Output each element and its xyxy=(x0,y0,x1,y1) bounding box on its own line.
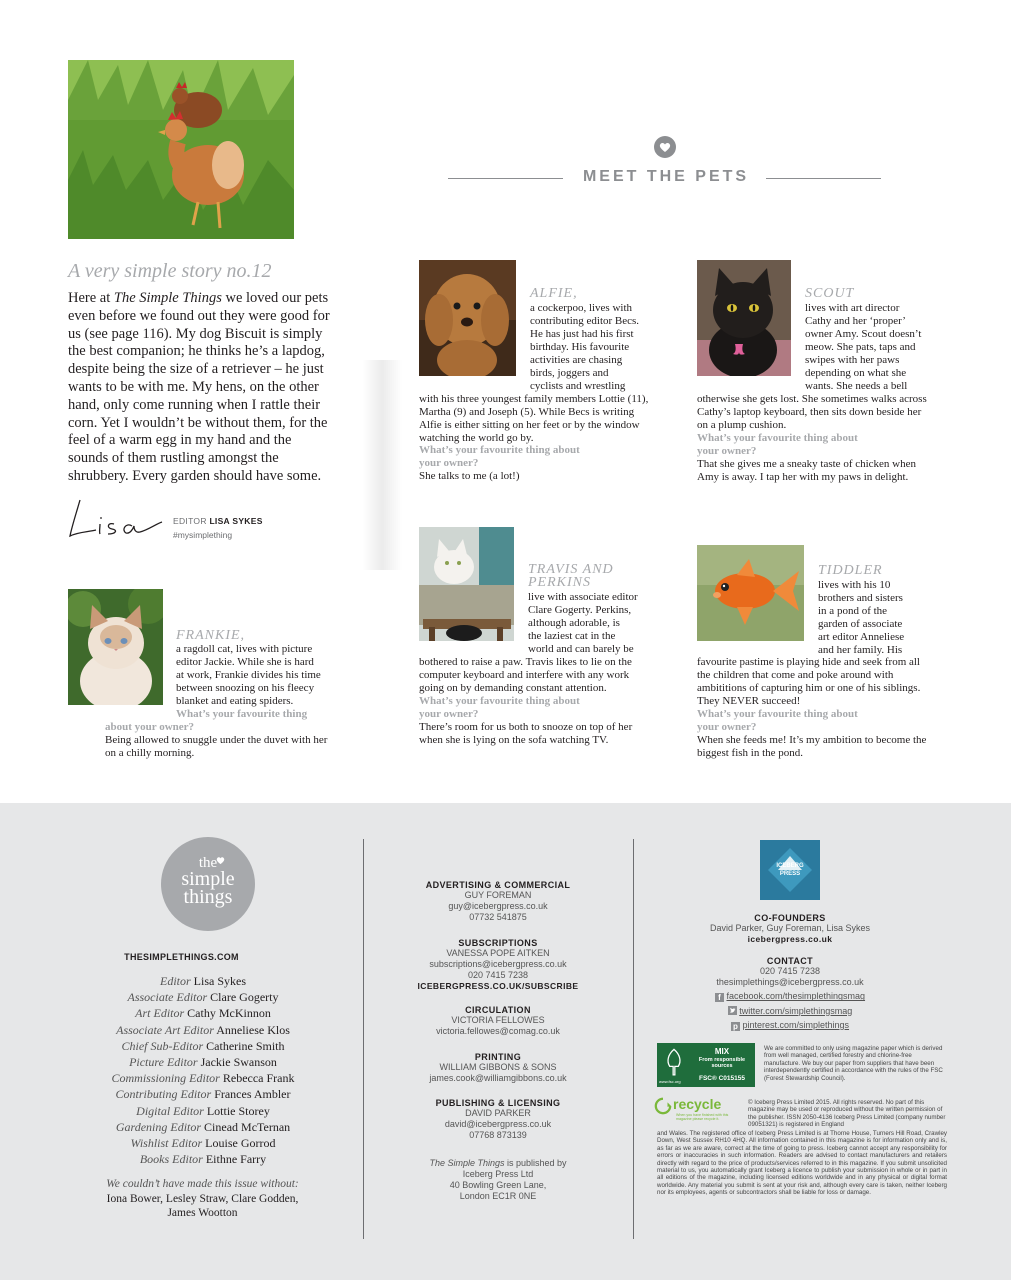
section-line: guy@icebergpress.co.uk xyxy=(448,901,548,912)
section-heading: PUBLISHING & LICENSING xyxy=(435,1098,561,1109)
thanks-names: Iona Bower, Lesley Straw, Clare Godden, xyxy=(106,1192,299,1205)
section-publishing xyxy=(363,1098,633,1142)
editor-signature xyxy=(66,496,166,542)
credit-name: Frances Ambler xyxy=(214,1087,291,1102)
frankie-answer: Being allowed to snuggle under the duvet with her on a chilly morning. xyxy=(105,734,328,759)
travis-line: the laziest cat in the xyxy=(528,630,616,642)
credit-role: Art Editor xyxy=(135,1006,185,1021)
recycle-icon xyxy=(654,1097,672,1115)
credit-name: Jackie Swanson xyxy=(200,1055,277,1070)
section-line: 020 7415 7238 xyxy=(467,970,529,981)
frankie-question: What’s your favourite thing xyxy=(176,708,308,720)
travis-line: live with associate editor xyxy=(528,591,638,603)
frankie-line: a ragdoll cat, lives with picture xyxy=(176,643,313,655)
frankie-line: blanket and eating spiders. xyxy=(176,695,294,707)
fsc-site: www.fsc.org xyxy=(659,1079,681,1084)
frankie-line: at work, Frankie divides his time xyxy=(176,669,321,681)
publisher-line: London EC1R 0NE xyxy=(459,1191,537,1202)
credit-role: Contributing Editor xyxy=(115,1087,212,1102)
scout-line: wants. She needs a bell xyxy=(805,380,908,392)
scout-line: swipes with her paws xyxy=(805,354,900,366)
section-subscriptions xyxy=(363,938,633,992)
tiddler-line: art editor Anneliese xyxy=(818,631,905,643)
editor-name: LISA SYKES xyxy=(209,516,263,526)
fsc-mix: MIX xyxy=(714,1047,730,1056)
cofounders-heading: CO-FOUNDERS xyxy=(754,913,826,923)
travis-question xyxy=(419,695,580,721)
publisher-magazine: The Simple Things xyxy=(429,1157,505,1168)
credit-line xyxy=(58,973,348,989)
credit-name: Louise Gorrod xyxy=(205,1136,276,1151)
travis-name xyxy=(528,563,614,589)
fsc-code: FSC® C015155 xyxy=(699,1075,745,1082)
frankie-photo xyxy=(68,589,163,705)
credit-name: Lottie Storey xyxy=(206,1103,270,1118)
facebook-icon: f xyxy=(715,993,724,1002)
legal-notice: and Wales. The registered office of Iceberg Press Limited is at Thorne House, Turners Hill Road, Crawley Down, West Sussex RH10 4HQ. All information contained in this magazine is for information only and is, as far as we are aware, correct at the time of going to press. Iceberg cannot accept any responsibility for errors or inaccuracies in such information. Readers are advised to contact manufacturers and retailers directly with regard to the price of products/services referred to in this magazine. If you submit unsolicited material to us, you automatically grant Iceberg a licence to publish your submission in whole or in part in all editions of the magazine, including licensed editions worldwide and in any physical or digital format worldwide. Any material you submit is sent at your risk and, although every care is taken, neither Iceberg nor its employees, agents or subcontractors shall be liable for loss or damage. xyxy=(657,1130,947,1197)
credit-line xyxy=(58,1022,348,1038)
credit-name: Catherine Smith xyxy=(206,1038,285,1053)
section-line: VANESSA POPE AITKEN xyxy=(446,947,550,958)
fsc-subtitle: sources xyxy=(711,1063,733,1069)
alfie-question-line1: What’s your favourite thing about xyxy=(419,444,580,456)
credit-line xyxy=(58,1070,348,1086)
pinterest-icon: p xyxy=(731,1022,740,1031)
frankie-line: editor Jackie. While she is hard xyxy=(176,656,314,668)
twitter-row[interactable] xyxy=(660,1006,920,1017)
section-line: VICTORIA FELLOWES xyxy=(451,1015,545,1026)
iceberg-logo-line1: ICEBERG xyxy=(776,863,804,869)
fsc-tree-icon xyxy=(661,1046,687,1080)
credit-role: Wishlist Editor xyxy=(130,1136,203,1151)
page-fold-shadow xyxy=(362,360,402,570)
scout-question-line1: What’s your favourite thing about xyxy=(697,432,858,444)
story-magazine-name: The Simple Things xyxy=(113,290,222,306)
credit-line xyxy=(58,1054,348,1070)
travis-intro xyxy=(528,591,658,656)
logo-heart-icon xyxy=(216,856,225,865)
frankie-intro xyxy=(176,643,341,708)
editor-credit xyxy=(173,516,263,526)
section-circulation xyxy=(363,1005,633,1037)
twitter-link[interactable]: twitter.com/simplethingsmag xyxy=(739,1005,853,1016)
frankie-question-cont: about your owner? xyxy=(105,721,195,733)
facebook-link[interactable]: facebook.com/thesimplethingsmag xyxy=(726,991,866,1002)
alfie-line: contributing editor Becs. xyxy=(530,315,640,327)
section-line: 07768 873139 xyxy=(469,1130,527,1141)
tiddler-question-line1: What’s your favourite thing about xyxy=(697,708,858,720)
thanks xyxy=(30,1177,375,1221)
tiddler-question xyxy=(697,708,858,734)
travis-answer: There’s room for us both to snooze on top of her when she is lying on the sofa watching TV. xyxy=(419,721,633,746)
tiddler-body: favourite pastime is playing hide and seek from all the children that come and poke around with ambititions of capturing him or one of his siblings. They NEVER succeed! xyxy=(697,656,921,707)
publisher-text: is published by xyxy=(504,1157,567,1168)
the-simple-things-logo xyxy=(161,837,255,931)
credit-line xyxy=(58,1151,348,1167)
alfie-body: with his three youngest family members Lottie (11), Martha (9) and Joseph (5). While Becs is writing Alfie is either sitting on her feet or by the window watching the world go by. xyxy=(419,393,649,444)
iceberg-press-logo xyxy=(760,840,820,900)
header-rule-right xyxy=(766,178,881,179)
tiddler-intro xyxy=(818,579,933,657)
subscribe-link[interactable]: ICEBERGPRESS.CO.UK/SUBSCRIBE xyxy=(417,981,579,992)
twitter-icon xyxy=(728,1006,737,1015)
fsc-statement: We are committed to only using magazine paper which is derived from well managed, certified forestry and chlorine-free manufacture. We buy our paper from suppliers that have been interdependently certified in accordance with the rules of the FSC (Forest Stewardship Council). xyxy=(764,1045,943,1082)
scout-line: Cathy and her ‘proper’ xyxy=(805,315,906,327)
contact xyxy=(660,956,920,1031)
tiddler-photo xyxy=(697,545,804,641)
fsc-logo xyxy=(657,1043,755,1087)
credit-line xyxy=(58,1135,348,1151)
alfie-line: cyclists and wrestling xyxy=(530,380,626,392)
credit-role: Associate Art Editor xyxy=(116,1022,214,1037)
section-heading: CIRCULATION xyxy=(465,1005,531,1016)
scout-question-line2: your owner? xyxy=(697,445,757,457)
masthead-footer xyxy=(0,803,1011,1280)
credit-role: Gardening Editor xyxy=(115,1119,202,1134)
logo-line1: the xyxy=(198,855,218,871)
credit-role: Digital Editor xyxy=(136,1103,204,1118)
website: THESIMPLETHINGS.COM xyxy=(124,952,239,962)
scout-line: owner Amy. Scout doesn’t xyxy=(805,328,922,340)
story-body-pre: Here at xyxy=(68,290,114,306)
publisher-line xyxy=(363,1158,633,1169)
credit-name: Cinead McTernan xyxy=(204,1119,291,1134)
scout-intro xyxy=(805,302,935,393)
tiddler-question-line2: your owner? xyxy=(697,721,757,733)
alfie-line: activities are chasing xyxy=(530,354,623,366)
section-line: victoria.fellowes@comag.co.uk xyxy=(436,1026,560,1037)
hashtag: #mysimplething xyxy=(173,530,233,540)
frankie-line: between snoozing on his fleecy xyxy=(176,682,315,694)
meet-the-pets-header xyxy=(446,136,886,196)
travis-name-line1: TRAVIS AND xyxy=(528,562,614,577)
section-line: GUY FOREMAN xyxy=(464,890,532,900)
hens-photo xyxy=(68,60,294,239)
alfie-line: a cockerpoo, lives with xyxy=(530,302,633,314)
credit-name: Lisa Sykes xyxy=(193,974,246,988)
tiddler-answer: When she feeds me! It’s my ambition to become the biggest fish in the pond. xyxy=(697,734,927,759)
section-line: subscriptions@icebergpress.co.uk xyxy=(429,958,567,969)
iceberg-logo-line2: PRESS xyxy=(779,871,801,877)
recycle-subtitle: When you have finished with this magazine please recycle it. xyxy=(676,1113,729,1122)
recycle-word: recycle xyxy=(673,1096,722,1112)
alfie-photo xyxy=(419,260,516,376)
credit-name: Eithne Farry xyxy=(205,1152,267,1167)
section-title: MEET THE PETS xyxy=(582,168,750,185)
travis-question-line2: your owner? xyxy=(419,708,479,720)
section-advertising xyxy=(363,880,633,924)
tiddler-line: in a pond of the xyxy=(818,605,888,617)
scout-line: depending on what she xyxy=(805,367,907,379)
section-heading: ADVERTISING & COMMERCIAL xyxy=(425,880,571,890)
tiddler-name: TIDDLER xyxy=(818,563,883,578)
publisher-line: Iceberg Press Ltd xyxy=(462,1168,534,1179)
alfie-line: He has just had his first xyxy=(530,328,634,340)
publisher-line: 40 Bowling Green Lane, xyxy=(449,1180,547,1191)
column-divider xyxy=(633,839,634,1239)
contact-email[interactable]: thesimplethings@icebergpress.co.uk xyxy=(716,977,864,988)
contact-heading: CONTACT xyxy=(766,956,814,966)
section-heading: SUBSCRIPTIONS xyxy=(458,937,538,948)
credits-list xyxy=(58,973,348,1167)
alfie-name: ALFIE, xyxy=(530,286,578,301)
story-title: A very simple story no.12 xyxy=(68,260,272,282)
scout-photo xyxy=(697,260,791,376)
travis-perkins-photo xyxy=(419,527,514,641)
credit-name: Clare Gogerty xyxy=(210,990,279,1005)
travis-name-line2: PERKINS xyxy=(528,575,591,590)
travis-line: Clare Gogerty. Perkins, xyxy=(528,604,632,616)
credit-line xyxy=(58,1005,348,1021)
alfie-question xyxy=(419,444,580,470)
fsc-subtitle: From responsible xyxy=(698,1057,746,1063)
tiddler-line: garden of associate xyxy=(818,618,903,630)
scout-line: lives with art director xyxy=(805,302,900,314)
legal-intro: © Iceberg Press Limited 2015. All rights reserved. No part of this magazine may be used or reproduced without the written permission of the publisher. ISSN 2050-4136 Iceberg Press Limited (company number 09051321) is registered in England xyxy=(748,1099,946,1129)
iceberg-website-link[interactable]: icebergpress.co.uk xyxy=(747,934,833,945)
logo-line2: simple xyxy=(181,868,235,890)
credit-role: Editor xyxy=(159,974,191,988)
facebook-row[interactable] xyxy=(660,991,920,1002)
alfie-answer: She talks to me (a lot!) xyxy=(419,470,520,482)
credit-role: Picture Editor xyxy=(129,1055,198,1070)
section-line: james.cook@williamgibbons.co.uk xyxy=(429,1072,567,1083)
editor-label: EDITOR xyxy=(173,516,207,526)
travis-line: although adorable, is xyxy=(528,617,620,629)
story-body xyxy=(68,290,333,486)
pinterest-link[interactable]: pinterest.com/simplethings xyxy=(742,1019,850,1030)
tiddler-line: and her family. His xyxy=(818,644,903,656)
scout-question xyxy=(697,432,858,458)
tiddler-line: brothers and sisters xyxy=(818,592,903,604)
credit-role: Commissioning Editor xyxy=(111,1071,220,1086)
section-line: WILLIAM GIBBONS & SONS xyxy=(439,1061,557,1072)
tiddler-line: lives with his 10 xyxy=(818,579,891,591)
section-heading: PRINTING xyxy=(474,1051,522,1062)
publisher-info xyxy=(363,1158,633,1203)
credit-name: Rebecca Frank xyxy=(222,1071,295,1086)
contact-phone: 020 7415 7238 xyxy=(759,966,821,976)
credit-line xyxy=(58,1119,348,1135)
scout-body: otherwise she gets lost. She sometimes walks across Cathy’s laptop keyboard, then sits down beside her on a plump cushion. xyxy=(697,393,927,431)
recycle-logo xyxy=(654,1097,744,1131)
credit-role: Associate Editor xyxy=(127,990,208,1005)
section-line: 07732 541875 xyxy=(469,912,527,923)
cofounders-names: David Parker, Guy Foreman, Lisa Sykes xyxy=(709,923,871,933)
scout-answer: That she gives me a sneaky taste of chicken when Amy is away. I tap her with my paws in delight. xyxy=(697,458,917,483)
travis-line: world and can barely be xyxy=(528,643,634,655)
alfie-intro xyxy=(530,302,660,393)
scout-name: SCOUT xyxy=(805,286,855,301)
frankie-name: FRANKIE, xyxy=(176,628,246,643)
credit-line xyxy=(58,1103,348,1119)
credit-line xyxy=(58,989,348,1005)
alfie-line: birds, joggers and xyxy=(530,367,609,379)
credit-line xyxy=(58,1086,348,1102)
credit-role: Chief Sub-Editor xyxy=(121,1038,204,1053)
section-line: DAVID PARKER xyxy=(465,1108,531,1119)
pinterest-row[interactable] xyxy=(660,1020,920,1031)
scout-line: meow. She pats, taps and xyxy=(805,341,916,353)
credit-role: Books Editor xyxy=(139,1152,203,1167)
credit-name: Anneliese Klos xyxy=(216,1022,290,1037)
contacts-column xyxy=(363,880,633,1202)
travis-question-line1: What’s your favourite thing about xyxy=(419,695,580,707)
cofounders xyxy=(660,913,920,944)
credit-line xyxy=(58,1038,348,1054)
alfie-line: birthday. His favourite xyxy=(530,341,630,353)
heart-icon xyxy=(654,136,676,158)
thanks-title: We couldn’t have made this issue without: xyxy=(106,1178,299,1190)
logo-line3: things xyxy=(183,886,233,908)
alfie-question-line2: your owner? xyxy=(419,457,479,469)
section-printing xyxy=(363,1052,633,1084)
thanks-names: James Wootton xyxy=(167,1207,238,1219)
section-line: david@icebergpress.co.uk xyxy=(444,1119,552,1130)
travis-body: bothered to raise a paw. Travis likes to lie on the computer keyboard and interfere with any work going on by demanding constant attention. xyxy=(419,656,632,694)
story-body-post: we loved our pets even before we found out they were good for us (see page 116). My dog Biscuit is simply the best companion; he thinks he’s a lapdog, despite being the size of a retriever – he just wants to be with me. My hens, on the other hand, only come running when I rattle their corn. Yet I wouldn’t be without them, for the feel of a warm egg in my hand and the sounds of them rustling amongst the shrubbery. Every garden should have some. xyxy=(68,290,330,484)
credit-name: Cathy McKinnon xyxy=(187,1006,271,1021)
